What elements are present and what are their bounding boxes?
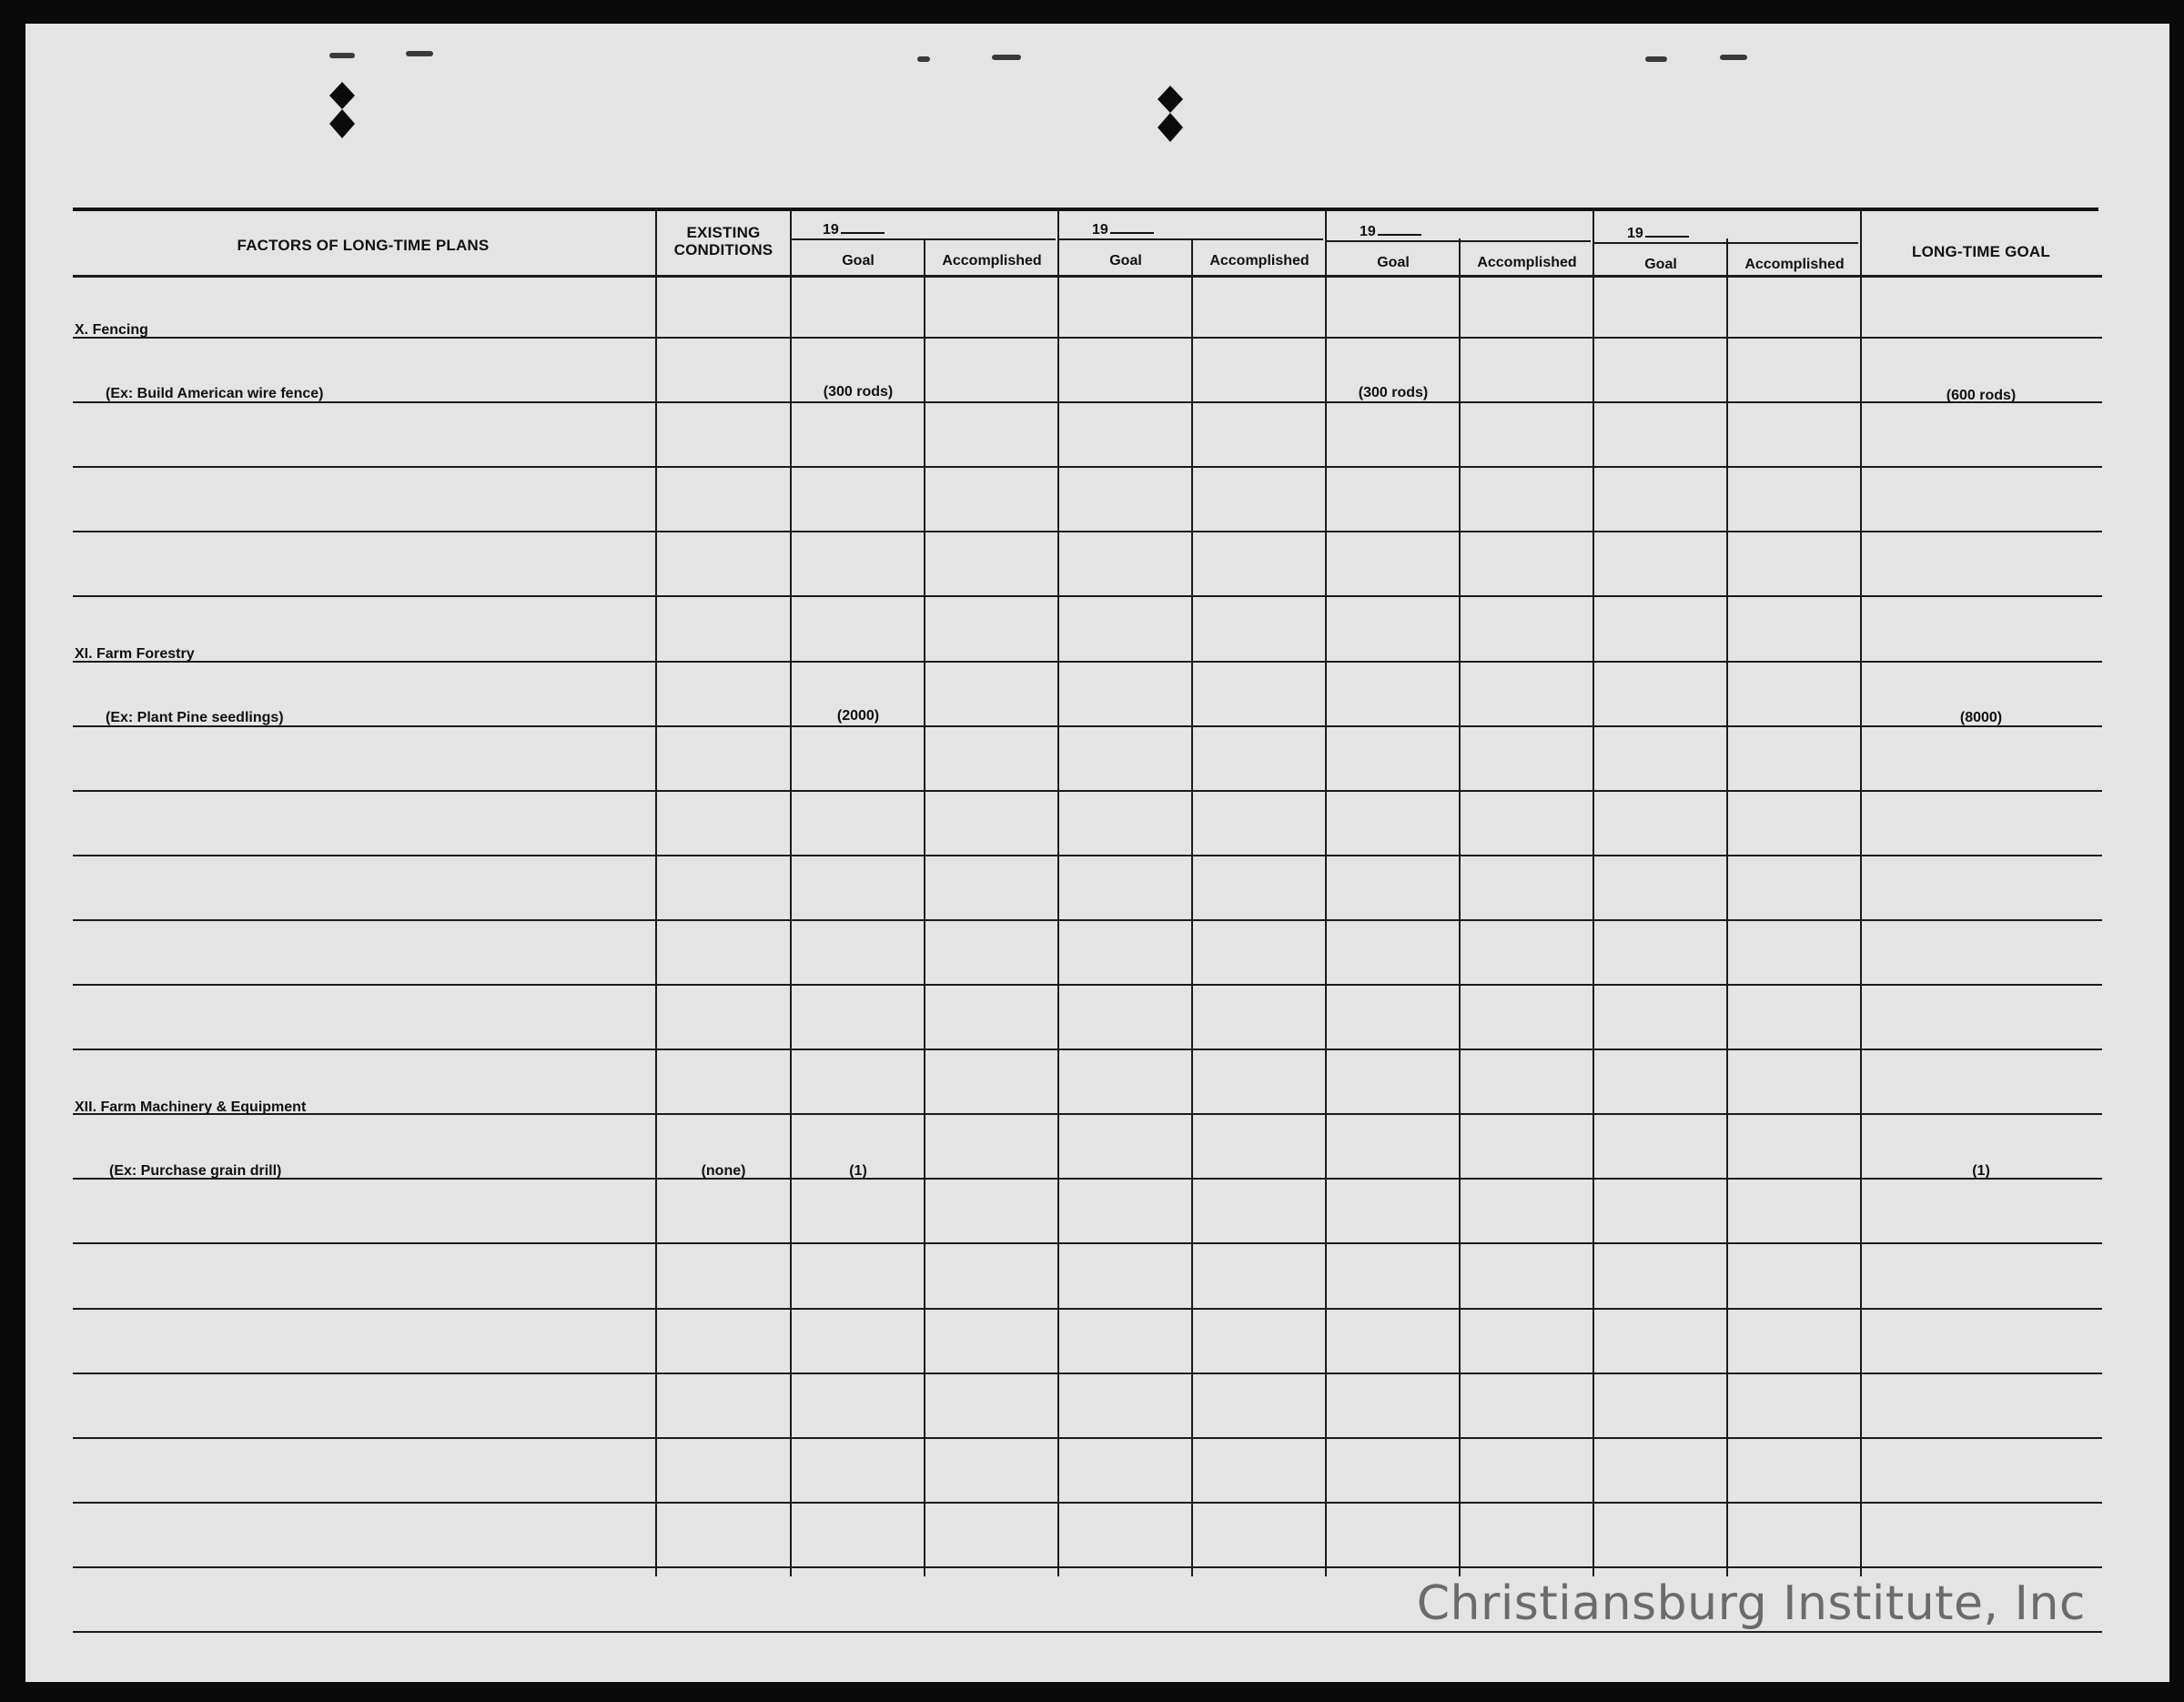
row-rule [73, 1437, 2102, 1439]
row-rule [73, 466, 2102, 468]
form-sheet [25, 24, 2169, 1682]
row-rule [73, 790, 2102, 792]
year-subrule [792, 238, 1056, 240]
header-existing: EXISTING CONDITIONS [673, 224, 774, 258]
punch-hole-left [329, 82, 355, 138]
staple-mark [917, 56, 930, 62]
row-rule [73, 725, 2102, 727]
year-blank [841, 220, 885, 234]
year-prefix: 19 [1627, 226, 1643, 241]
year-label-1 [823, 220, 885, 238]
section-title-forestry: XI. Farm Forestry [75, 646, 195, 662]
row-rule [73, 1566, 2102, 1568]
row-rule [73, 1049, 2102, 1050]
row-rule [73, 1178, 2102, 1180]
year-blank [1378, 222, 1421, 236]
col-divider [1191, 238, 1193, 1576]
col-divider [1860, 209, 1862, 1576]
year-blank [1645, 224, 1689, 238]
section-example-fencing: (Ex: Build American wire fence) [106, 386, 324, 401]
row-rule [73, 984, 2102, 986]
machinery-goal-1: (1) [849, 1163, 867, 1179]
row-rule [73, 919, 2102, 921]
header-goal-1: Goal [842, 253, 875, 268]
year-subrule [1059, 238, 1323, 240]
col-divider [924, 238, 925, 1576]
row-rule [73, 337, 2102, 339]
fencing-goal-3: (300 rods) [1358, 385, 1429, 400]
header-long-time-goal: LONG-TIME GOAL [1911, 243, 2050, 260]
fencing-goal-1: (300 rods) [823, 384, 894, 400]
year-label-4 [1627, 224, 1689, 242]
table-top-rule [73, 208, 2098, 211]
col-divider [790, 209, 792, 1576]
staple-mark [1645, 56, 1667, 62]
row-rule [73, 1242, 2102, 1244]
machinery-long-time: (1) [1972, 1163, 1990, 1179]
row-rule [73, 1113, 2102, 1115]
section-example-machinery: (Ex: Purchase grain drill) [109, 1163, 282, 1179]
year-prefix: 19 [823, 222, 839, 238]
year-label-2 [1092, 220, 1154, 238]
col-divider [655, 209, 657, 1576]
col-divider [1459, 238, 1461, 1576]
row-rule [73, 1502, 2102, 1504]
watermark: Christiansburg Institute, Inc [1416, 1576, 2086, 1631]
header-accomplished-4: Accomplished [1744, 257, 1845, 272]
header-accomplished-1: Accomplished [942, 253, 1042, 268]
year-subrule [1594, 242, 1858, 244]
forestry-long-time: (8000) [1959, 710, 2003, 725]
machinery-existing: (none) [701, 1163, 746, 1179]
col-divider [1726, 238, 1728, 1576]
col-divider [1592, 209, 1594, 1576]
header-factors: FACTORS OF LONG-TIME PLANS [237, 237, 490, 254]
header-bottom-rule [73, 275, 2102, 278]
col-divider [1325, 209, 1327, 1576]
row-rule [73, 595, 2102, 597]
year-prefix: 19 [1092, 222, 1108, 238]
header-goal-2: Goal [1109, 253, 1142, 268]
row-rule [73, 1308, 2102, 1310]
fencing-long-time: (600 rods) [1946, 388, 2017, 403]
header-accomplished-3: Accomplished [1477, 255, 1577, 270]
staple-mark [992, 55, 1021, 60]
staple-mark [329, 53, 355, 58]
section-title-fencing: X. Fencing [75, 322, 148, 338]
section-example-forestry: (Ex: Plant Pine seedlings) [106, 710, 284, 725]
row-rule [73, 661, 2102, 663]
row-rule [73, 401, 2102, 403]
year-blank [1110, 220, 1154, 234]
forestry-goal-1: (2000) [836, 708, 880, 724]
staple-mark [1720, 55, 1747, 60]
header-accomplished-2: Accomplished [1209, 253, 1309, 268]
year-prefix: 19 [1360, 224, 1376, 239]
row-rule [73, 1373, 2102, 1374]
row-rule [73, 531, 2102, 532]
section-title-machinery: XII. Farm Machinery & Equipment [75, 1099, 307, 1115]
col-divider [1057, 209, 1059, 1576]
staple-mark [406, 51, 433, 56]
header-goal-4: Goal [1644, 257, 1677, 272]
year-subrule [1327, 240, 1591, 242]
header-goal-3: Goal [1377, 255, 1410, 270]
year-label-3 [1360, 222, 1421, 240]
row-rule [73, 855, 2102, 856]
row-rule [73, 1631, 2102, 1633]
punch-hole-center [1158, 86, 1183, 142]
